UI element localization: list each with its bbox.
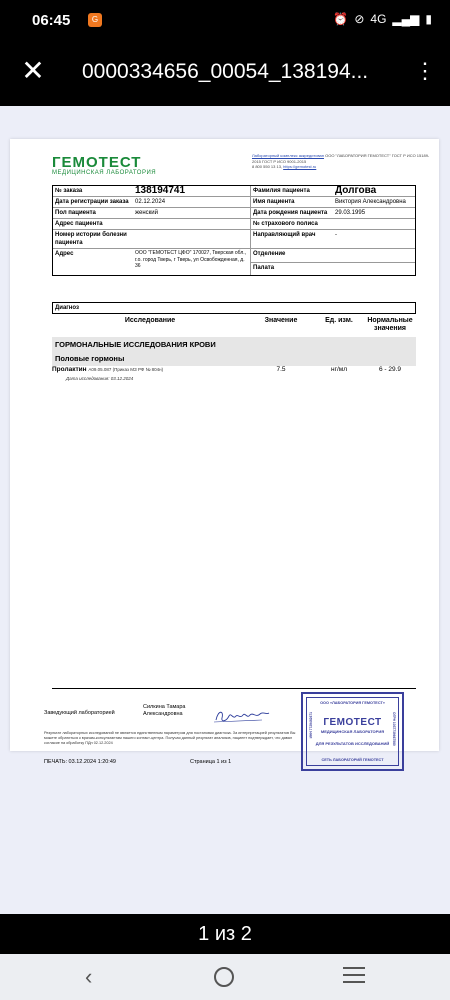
header-unit: Ед. изм. xyxy=(325,317,353,324)
page-line: Страница 1 из 1 xyxy=(190,759,232,765)
home-icon[interactable] xyxy=(214,967,234,987)
app-bar xyxy=(0,40,450,106)
notification-icon: G xyxy=(88,13,102,27)
name-label: Имя пациента xyxy=(253,199,295,205)
stamp-label: ДЛЯ РЕЗУЛЬТАТОВ ИССЛЕДОВАНИЙ xyxy=(315,741,390,746)
patient-row xyxy=(53,230,415,249)
order-label: № заказа xyxy=(55,188,83,194)
sex-value: женский xyxy=(133,208,251,218)
patient-row xyxy=(53,219,415,230)
lastname-value: Долгова xyxy=(335,185,377,196)
logo-sub: МЕДИЦИНСКАЯ ЛАБОРАТОРИЯ xyxy=(52,170,157,176)
result-unit: нг/мл xyxy=(330,366,348,373)
more-options-icon[interactable]: ⋮ xyxy=(414,58,436,83)
order-value: 138194741 xyxy=(133,186,251,196)
disclaimer: Результат лабораторных исследований не является единственным параметром для постановки диагноза. За интерпретацией результатов Вы можете обратиться к врачам-консультантам нашего контакт-центра. Получая данный результат анализов, пациент подтверждает, что давал согласие на обработку ПДн 02.12.2024 xyxy=(44,731,296,745)
document-title: 0000334656_00054_138194... xyxy=(82,60,369,83)
stamp-bottom: СЕТЬ ЛАБОРАТОРИЙ ГЕМОТЕСТ xyxy=(321,758,384,762)
diagnosis-label: Диагноз xyxy=(55,305,79,311)
stamp-brand: ГЕМОТЕСТ xyxy=(323,717,382,728)
lastname-label: Фамилия пациента xyxy=(253,188,310,194)
ward-label: Палата xyxy=(253,264,275,271)
result-date: Дата исследования: 03.12.2024 xyxy=(66,376,134,381)
address-label: Адрес пациента xyxy=(55,221,103,227)
close-icon[interactable]: ✕ xyxy=(21,55,45,86)
system-nav-bar xyxy=(0,954,450,1000)
back-icon[interactable]: ‹ xyxy=(85,964,93,989)
doctor-label: Направляющий врач xyxy=(253,232,316,238)
addr-label: Адрес xyxy=(55,251,74,257)
history-label: Номер истории болезни пациента xyxy=(55,232,127,246)
sign-role: Заведующий лабораторией xyxy=(44,710,115,716)
birth-value: 29.03.1995 xyxy=(335,210,366,216)
status-icons xyxy=(333,12,432,26)
section-title: ГОРМОНАЛЬНЫЕ ИССЛЕДОВАНИЯ КРОВИ xyxy=(52,337,416,352)
name-value: Виктория Александровна xyxy=(335,199,406,205)
stamp-top: ООО «ЛАБОРАТОРИЯ ГЕМОТЕСТ» xyxy=(320,701,385,705)
sign-name: Силкина Тамара Александровна xyxy=(143,704,186,717)
policy-value xyxy=(333,219,415,229)
doctor-value: - xyxy=(335,232,337,238)
stamp-sub: МЕДИЦИНСКАЯ ЛАБОРАТОРИЯ xyxy=(320,729,385,734)
patient-row xyxy=(53,249,415,275)
logo-brand: ГЕМОТЕСТ xyxy=(52,154,142,171)
result-norm: 6 - 29.9 xyxy=(378,366,402,373)
gemotest-logo xyxy=(52,154,156,176)
address-value xyxy=(133,219,251,229)
addr-value: ООО "ГЕМОТЕСТ ЦФО" 170027, Тверская обл., г.о. город Тверь, г Тверь, ул Освобожденная, д. 36 xyxy=(133,249,251,275)
battery-icon: ▮ xyxy=(425,12,432,26)
alarm-icon: ⏰ xyxy=(333,12,349,26)
history-value xyxy=(133,230,251,248)
result-value: 7.5 xyxy=(276,366,286,373)
patient-info-table xyxy=(52,185,416,276)
dept-label: Отделение xyxy=(253,251,286,257)
signal-icon: ▂▄▆ xyxy=(392,12,420,26)
header-value: Значение xyxy=(264,317,298,324)
diagnosis-box xyxy=(52,302,416,314)
lab-info-text: ООО "ЛАБОРАТОРИЯ ГЕМОТЕСТ" ГОСТ Р ИСО 15189-2015 ГОСТ Р ИСО 9001-2015 xyxy=(252,153,430,164)
recent-apps-icon[interactable] xyxy=(343,967,365,985)
pdf-page xyxy=(10,139,439,765)
document-viewer[interactable] xyxy=(0,106,450,914)
patient-row xyxy=(53,186,415,197)
lab-info-phone: 8 800 550 13 13, xyxy=(252,164,283,169)
page-indicator: 1 из 2 xyxy=(0,914,450,954)
reg-date-label: Дата регистрации заказа xyxy=(55,199,129,205)
lab-info xyxy=(252,153,436,170)
mute-icon: ⊘ xyxy=(354,12,365,26)
signature-image xyxy=(212,706,272,726)
birth-label: Дата рождения пациента xyxy=(253,210,328,216)
network-label: 4G xyxy=(370,12,387,26)
result-name: Пролактин xyxy=(52,366,87,373)
header-norm: Нормальные значения xyxy=(367,317,413,332)
patient-row xyxy=(53,197,415,208)
lab-info-link[interactable]: Лабораторный комплекс аккредитован xyxy=(252,153,324,158)
print-line: ПЕЧАТЬ: 03.12.2024 1:20:49 xyxy=(44,759,116,765)
result-method: A09.05.087 (Приказ МЗ РФ № 804н) xyxy=(88,367,164,372)
sex-label: Пол пациента xyxy=(55,210,96,216)
stamp-side-left: ИНН 7729462671 xyxy=(309,712,313,739)
policy-label: № страхового полиса xyxy=(253,221,318,227)
signature-divider xyxy=(52,688,416,689)
lab-stamp xyxy=(301,692,404,771)
reg-date-value: 02.12.2024 xyxy=(133,197,251,207)
patient-row xyxy=(53,208,415,219)
status-bar xyxy=(0,0,450,40)
diagnosis-row xyxy=(53,303,415,313)
subsection-title: Половые гормоны xyxy=(52,351,416,366)
results-header xyxy=(52,317,416,333)
result-row xyxy=(52,366,416,373)
header-study: Исследование xyxy=(124,317,176,324)
stamp-side-right: ОГРН 1037739667580 xyxy=(392,712,396,746)
lab-info-site[interactable]: https://gemotest.ru xyxy=(283,164,317,169)
status-time: 06:45 xyxy=(32,12,71,29)
